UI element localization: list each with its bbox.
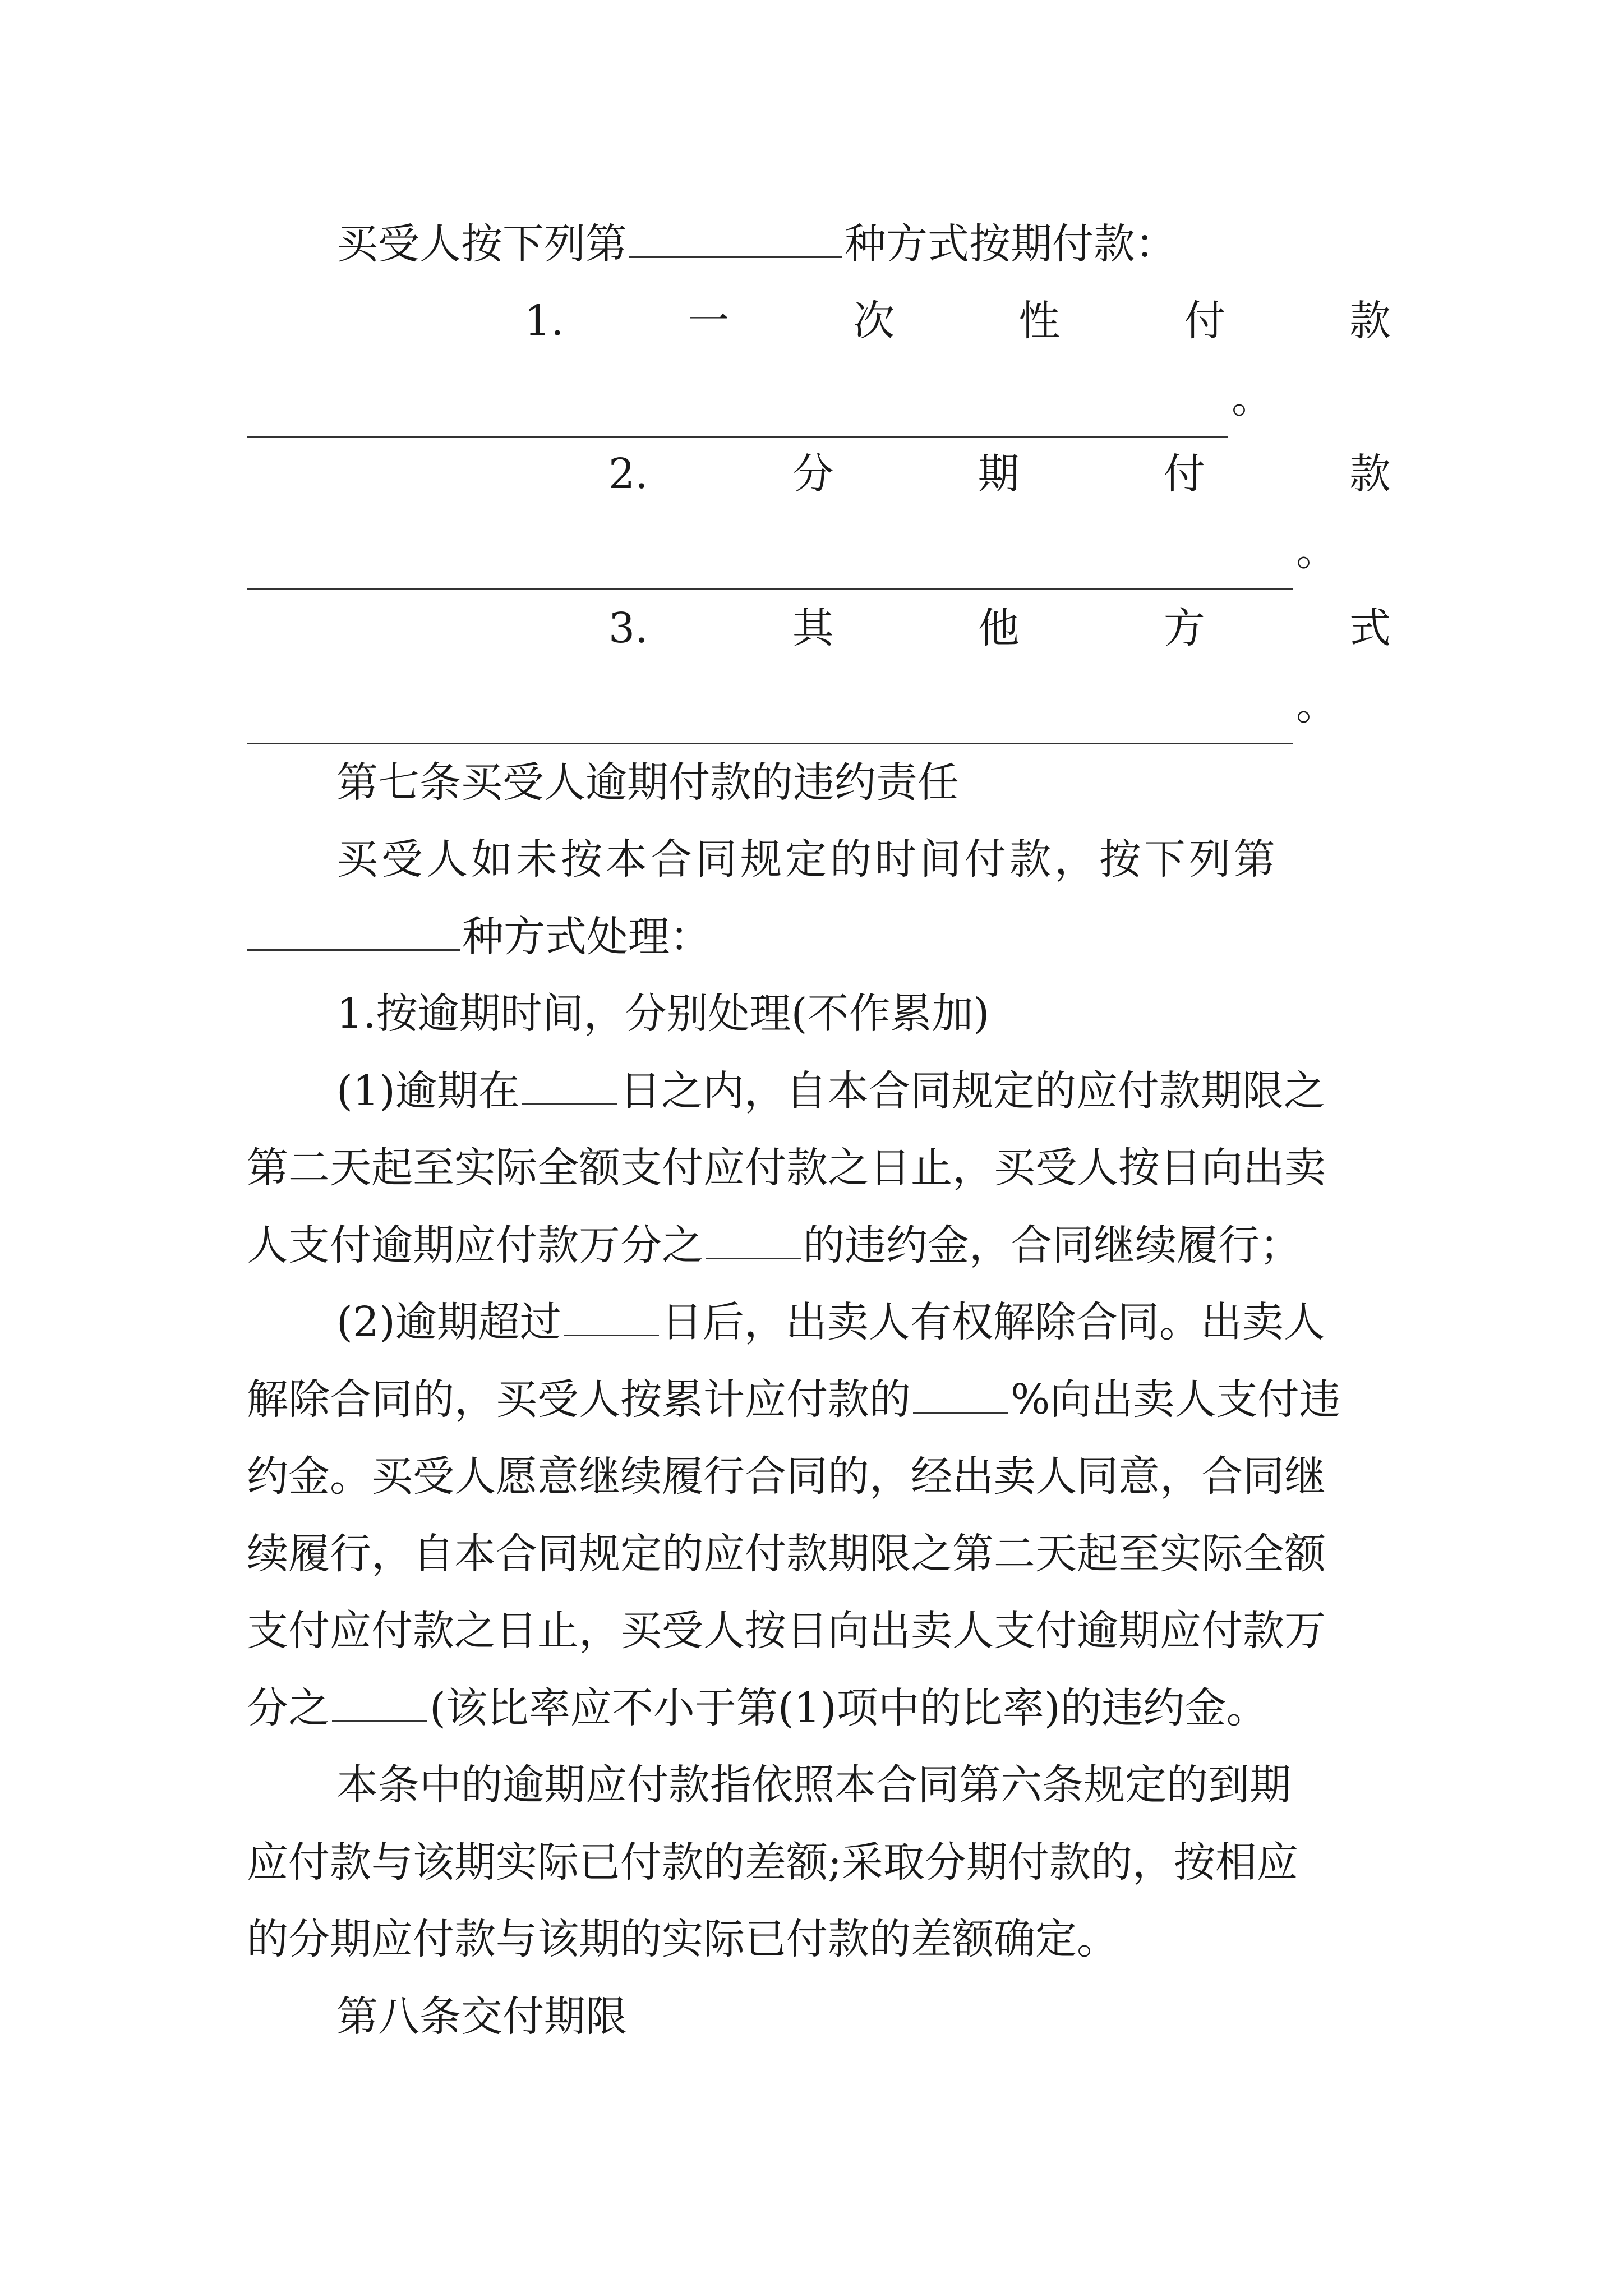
sub-item-1-line-1: [247, 1052, 1391, 1130]
text: 日后，出卖人有权解除合同。出卖人: [661, 1298, 1325, 1346]
option-char: 一: [688, 297, 730, 345]
option-3-line: [247, 589, 1391, 668]
option-char: 方: [1163, 604, 1205, 652]
text: 种方式按期付款：: [845, 220, 1177, 268]
text: 种方式处理：: [462, 913, 711, 961]
text: (1)逾期在: [336, 1067, 520, 1115]
option-2-fill-line: [247, 512, 1391, 590]
text: %向出卖人支付违: [1011, 1375, 1341, 1424]
article-7-para-cont: [247, 898, 1391, 976]
note-line-1: 本条中的逾期应付款指依照本合同第六条规定的到期: [336, 1761, 1291, 1809]
period: 。: [1296, 527, 1338, 575]
item-1: 1.按逾期时间，分别处理(不作累加): [336, 990, 990, 1038]
period: 。: [1296, 681, 1338, 729]
blank-field: [247, 909, 460, 951]
note-line-3: 的分期应付款与该期的实际已付款的差额确定。: [247, 1915, 1118, 1963]
sub-item-2-line-4: 续履行，自本合同规定的应付款期限之第二天起至实际全额: [247, 1530, 1326, 1578]
option-char: 期: [978, 450, 1020, 498]
sub-item-2-line-3: 约金。买受人愿意继续履行合同的，经出卖人同意，合同继: [247, 1452, 1326, 1501]
blank-field: [247, 689, 1293, 744]
text: (该比率应不小于第(1)项中的比率)的违约金。: [430, 1684, 1268, 1732]
option-2-line: [247, 435, 1391, 513]
blank-field: [332, 1680, 427, 1722]
period: 。: [1232, 374, 1273, 422]
text: (2)逾期超过: [336, 1298, 561, 1346]
article-7-title: 第七条买受人逾期付款的违约责任: [336, 758, 959, 807]
text: 买受人按下列第: [336, 220, 627, 268]
option-char: 付: [1184, 297, 1226, 345]
option-char: 次: [853, 297, 895, 345]
text: 分之: [247, 1684, 330, 1732]
sub-item-1-line-2: 第二天起至实际全额支付应付款之日止，买受人按日向出卖: [247, 1144, 1326, 1192]
sub-item-2-line-5: 支付应付款之日止，买受人按日向出卖人支付逾期应付款万: [247, 1607, 1326, 1655]
text: 日之内，自本合同规定的应付款期限之: [619, 1067, 1325, 1115]
option-1-line: [247, 282, 1391, 360]
option-char: 式: [1349, 604, 1391, 652]
blank-field: [629, 216, 842, 258]
option-char: 付: [1163, 450, 1205, 498]
blank-field: [706, 1217, 801, 1259]
blank-field: [247, 382, 1228, 438]
article-7-para: 买受人如未按本合同规定的时间付款，按下列第: [336, 835, 1279, 884]
option-char: 性: [1018, 297, 1061, 345]
option-char: 分: [792, 450, 834, 498]
text: 的违约金，合同继续履行；: [803, 1221, 1301, 1269]
sub-item-2-line-2: [247, 1360, 1391, 1439]
text: 解除合同的，买受人按累计应付款的: [247, 1375, 911, 1424]
option-number: 1.: [524, 297, 564, 345]
option-number: 3.: [608, 604, 648, 652]
article-8-title: 第八条交付期限: [336, 1993, 627, 2041]
payment-method-line: [247, 205, 1391, 283]
option-number: 2.: [608, 450, 648, 498]
text: 人支付逾期应付款万分之: [247, 1221, 703, 1269]
sub-item-1-line-3: [247, 1206, 1391, 1285]
blank-field: [247, 535, 1293, 590]
note-line-2: 应付款与该期实际已付款的差额;采取分期付款的，按相应: [247, 1838, 1298, 1887]
option-3-fill-line: [247, 666, 1391, 744]
sub-item-2-line-6: [247, 1669, 1391, 1747]
sub-item-2-line-1: [247, 1283, 1391, 1361]
blank-field: [522, 1063, 617, 1105]
option-1-fill-line: [247, 359, 1391, 438]
option-char: 他: [978, 604, 1020, 652]
blank-field: [564, 1294, 659, 1336]
blank-field: [913, 1372, 1008, 1414]
option-char: 其: [792, 604, 834, 652]
option-char: 款: [1349, 297, 1391, 345]
option-char: 款: [1349, 450, 1391, 498]
